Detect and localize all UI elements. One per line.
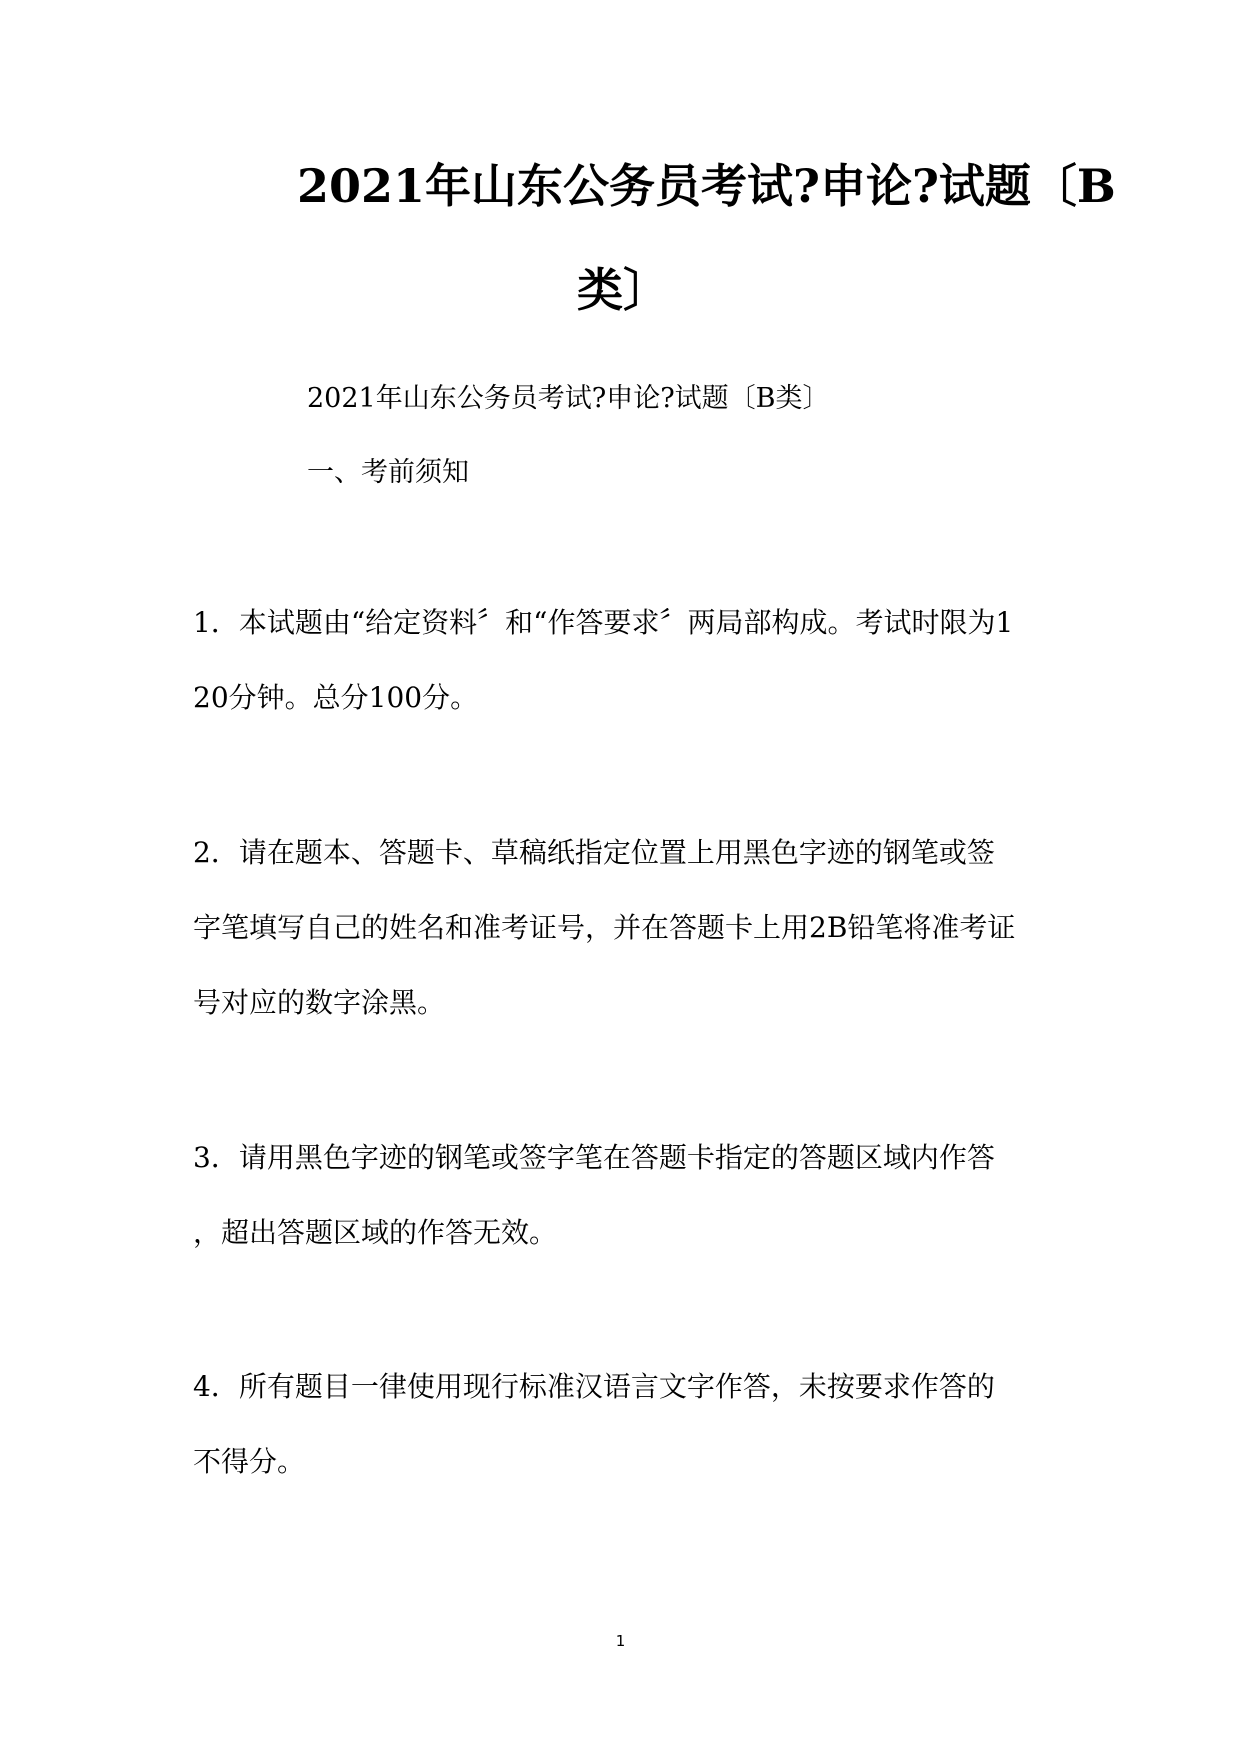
item-1-line-1: 1．本试题由“给定资料〞和“作答要求〞两局部构成。考试时限为1 xyxy=(193,606,1014,639)
section-heading: 一、考前须知 xyxy=(307,457,469,488)
document-title-line-2: 类〕 xyxy=(577,263,669,317)
item-4-line-1: 4．所有题目一律使用现行标准汉语言文字作答，未按要求作答的 xyxy=(193,1370,995,1403)
document-title-line-1: 2021年山东公务员考试?申论?试题〔B xyxy=(297,159,1116,213)
document-subtitle: 2021年山东公务员考试?申论?试题〔B类〕 xyxy=(307,383,830,414)
item-1-line-2: 20分钟。总分100分。 xyxy=(193,681,479,714)
item-2-line-3: 号对应的数字涂黑。 xyxy=(193,986,446,1019)
item-2-line-2: 字笔填写自己的姓名和准考证号，并在答题卡上用2B铅笔将准考证 xyxy=(193,911,1016,944)
item-3-line-2: ，超出答题区域的作答无效。 xyxy=(193,1216,558,1249)
page-number: 1 xyxy=(615,1632,626,1650)
item-4-line-2: 不得分。 xyxy=(193,1445,306,1478)
item-2-line-1: 2．请在题本、答题卡、草稿纸指定位置上用黑色字迹的钢笔或签 xyxy=(193,836,995,869)
item-3-line-1: 3．请用黑色字迹的钢笔或签字笔在答题卡指定的答题区域内作答 xyxy=(193,1141,995,1174)
